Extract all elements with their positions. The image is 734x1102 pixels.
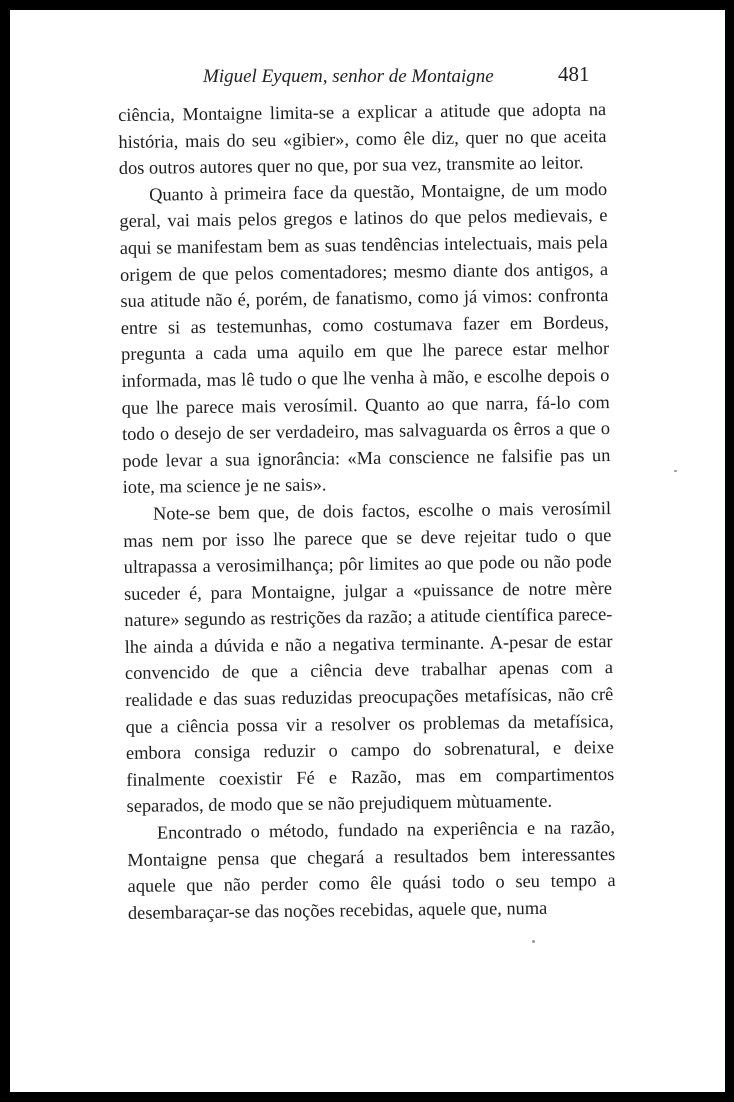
paragraph-3: Note-se bem que, de dois factos, escolhe o mais verosímil mas nem por isso lhe parece que se deve rejeitar tudo o que ultrapassa a verosimilhança; pôr limites ao que pode ou não pode suceder é, para Montaigne, julgar a «puissance de notre mère nature» segundo as restrições da razão; a atitude científica parece-lhe ainda a dúvida e não a negativa terminante. A-pesar de estar convencido de que a ciência deve trabalhar apenas com a realidade e das suas reduzidas preocupações metafísicas, não crê que a ciência possa vir a resolver os problemas da metafísica, embora consiga reduzir o campo do sobrenatural, e deixe finalmente coexistir Fé e Razão, mas em compartimentos separados, de modo que se não prejudiquem mùtuamente. (123, 497, 615, 817)
page-number: 481 (558, 62, 590, 86)
paper-speck (674, 470, 677, 472)
body-text (118, 96, 616, 926)
paper-speck (532, 940, 535, 943)
page-header (10, 62, 725, 94)
paragraph-1: ciência, Montaigne limita-se a explicar a atitude que adopta na história, mais do seu «gibier», como êle diz, quer no que aceita dos outros autores quer no que, por sua vez, transmite ao leitor. (118, 99, 607, 179)
paragraph-4: Encontrado o método, fundado na experiência e na razão, Montaigne pensa que chegará a resultados bem interessantes aquele que não perder como êle quási todo o seu tempo a desembaraçar-se das noções recebidas, aquele que, numa (127, 817, 616, 923)
book-page (10, 10, 725, 1092)
paragraph-2: Quanto à primeira face da questão, Montaigne, de um modo geral, vai mais pelos gregos e latinos do que pelos medievais, e aqui se manifestam bem as suas tendências intelectuais, mais pela origem de que pelos comentadores; mesmo diante dos antigos, a sua atitude não é, porém, de fanatismo, como já vimos: confronta entre si as testemunhas, como costumava fazer em Bordeus, pregunta a cada uma aquilo em que lhe parece estar melhor informada, mas lê tudo o que lhe venha à mão, e escolhe depois o que lhe parece mais verosímil. Quanto ao que narra, fá-lo com todo o desejo de ser verdadeiro, mas salvaguarda os êrros a que o pode levar a sua ignorância: «Ma conscience ne falsifie pas un iote, ma science je ne sais». (119, 178, 611, 498)
running-title: Miguel Eyquem, senhor de Montaigne (203, 66, 494, 87)
